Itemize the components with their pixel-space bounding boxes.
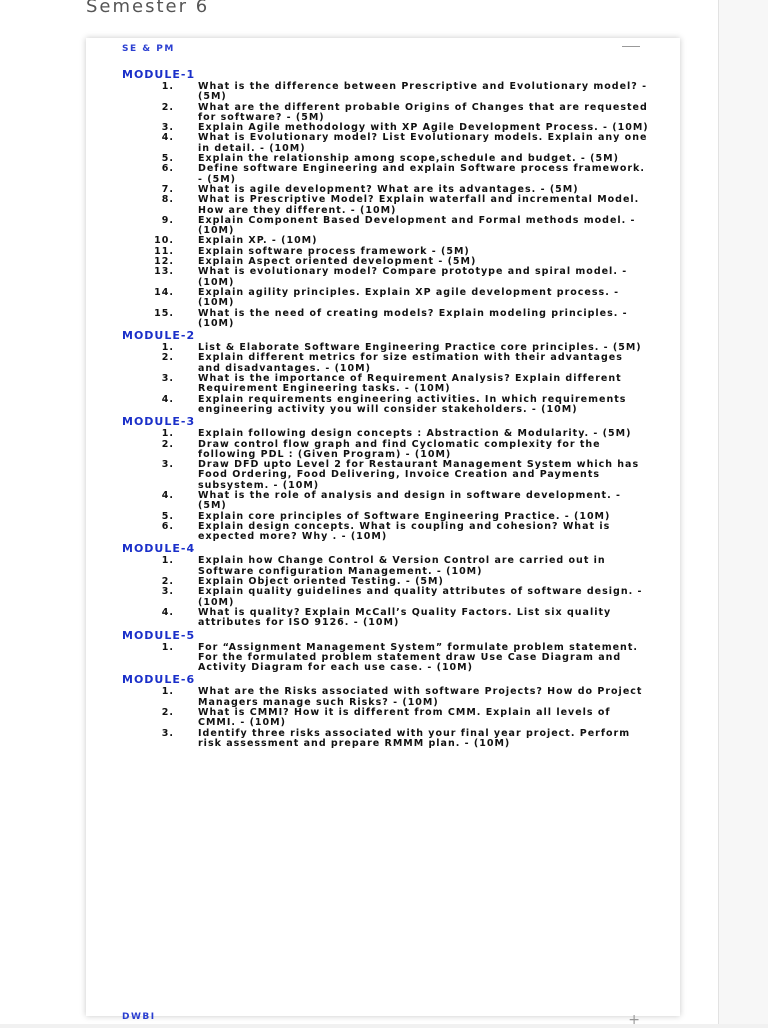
question-number: 5. — [161, 153, 174, 165]
question-item — [122, 460, 650, 491]
question-item — [122, 729, 650, 750]
question-text: Identify three risks associated with your final year project. Perform risk assessment and prepare RMMM plan. - (10M) — [198, 727, 631, 749]
question-text: What is CMMI? How it is different from CMM. Explain all levels of CMMI. - (10M) — [198, 707, 611, 729]
collapse-icon[interactable] — [622, 46, 640, 47]
next-subject-title[interactable]: DWBI — [122, 1012, 156, 1022]
question-number: 3. — [161, 122, 174, 134]
question-number: 12. — [154, 256, 174, 268]
question-text: Explain different metrics for size estimation with their advantages and disadvantages. - (10M) — [198, 352, 623, 374]
question-number: 1. — [161, 81, 174, 92]
question-number: 6. — [161, 163, 174, 175]
semester-title: Semester 6 — [86, 0, 210, 17]
module-question-list — [122, 429, 650, 542]
question-list — [122, 68, 650, 749]
question-number: 7. — [161, 183, 174, 195]
question-number: 1. — [161, 641, 174, 653]
question-number: 11. — [154, 245, 174, 257]
question-item — [122, 643, 650, 674]
question-text: What is the role of analysis and design in software development. - (5M) — [198, 489, 621, 512]
question-number: 2. — [161, 352, 174, 364]
subject-card — [86, 38, 680, 1028]
right-gutter — [719, 0, 768, 1024]
question-item — [122, 288, 650, 309]
question-text: Explain Aspect oriented development - (5M) — [198, 256, 477, 268]
question-item — [122, 164, 650, 185]
question-text: List & Elaborate Software Engineering Practice core principles. - (5M) — [198, 342, 642, 354]
subject-title[interactable]: SE & PM — [122, 44, 175, 54]
question-number: 2. — [161, 101, 174, 113]
question-number: 14. — [154, 286, 174, 298]
question-number: 1. — [161, 342, 174, 354]
question-text: Define software Engineering and explain Software process framework. - (5M) — [198, 163, 645, 185]
question-item — [122, 216, 650, 237]
question-text: Explain core principles of Software Engineering Practice. - (10M) — [198, 510, 611, 522]
question-item — [122, 687, 650, 708]
module-question-list — [122, 343, 650, 415]
question-number: 2. — [161, 576, 174, 588]
expand-icon[interactable]: + — [628, 1012, 640, 1028]
question-text: Explain Object oriented Testing. - (5M) — [198, 576, 444, 588]
module-heading: MODULE-3 — [122, 415, 196, 429]
question-number: 4. — [161, 132, 174, 144]
question-text: Explain software process framework - (5M) — [198, 245, 470, 257]
question-number: 1. — [161, 686, 174, 698]
question-text: What is agile development? What are its advantages. - (5M) — [198, 183, 579, 195]
question-text: Explain how Change Control & Version Control are carried out in Software configuration Management. - (10M) — [198, 555, 606, 577]
question-number: 5. — [161, 510, 174, 522]
question-item — [122, 133, 650, 154]
question-text: Explain following design concepts : Abstraction & Modularity. - (5M) — [198, 428, 632, 440]
question-text: Explain Component Based Development and Formal methods model. - (10M) — [198, 214, 636, 237]
question-text: Draw DFD upto Level 2 for Restaurant Management System which has Food Ordering, Food Delivering, Invoice Creation and Payments subsystem. - (10M) — [198, 459, 640, 491]
question-text: What is Evolutionary model? List Evolutionary models. Explain any one in detail. - (10M) — [198, 132, 648, 154]
question-item — [122, 556, 650, 577]
question-text: What is Prescriptive Model? Explain waterfall and incremental Model. How are they different. - (10M) — [198, 194, 640, 216]
question-item — [122, 103, 650, 124]
question-number: 4. — [161, 606, 174, 618]
module-heading: MODULE-1 — [122, 68, 196, 81]
question-item — [122, 522, 650, 543]
question-number: 4. — [161, 489, 174, 501]
question-item — [122, 608, 650, 629]
question-item — [122, 195, 650, 216]
module-heading: MODULE-4 — [122, 542, 196, 556]
question-number: 13. — [154, 266, 174, 278]
question-text: Explain quality guidelines and quality attributes of software design. - (10M) — [198, 586, 643, 608]
question-number: 10. — [154, 235, 174, 247]
question-number: 3. — [161, 727, 174, 739]
question-number: 2. — [161, 438, 174, 450]
question-number: 3. — [161, 459, 174, 471]
question-item — [122, 309, 650, 330]
question-number: 2. — [161, 707, 174, 719]
question-item — [122, 491, 650, 512]
question-item — [122, 587, 650, 608]
question-number: 9. — [161, 214, 174, 226]
question-item — [122, 82, 650, 103]
question-item — [122, 708, 650, 729]
question-text: What are the Risks associated with software Projects? How do Project Managers manage such Risks? - (10M) — [198, 686, 643, 708]
question-text: Explain agility principles. Explain XP agile development process. - (10M) — [198, 286, 620, 309]
question-number: 4. — [161, 393, 174, 405]
question-text: Explain design concepts. What is coupling and cohesion? What is expected more? Why . - (10M) — [198, 520, 611, 543]
question-text: Explain requirements engineering activities. In which requirements engineering activity you will consider stakeholders. - (10M) — [198, 393, 627, 415]
question-number: 8. — [161, 194, 174, 206]
question-number: 3. — [161, 586, 174, 598]
question-text: What are the different probable Origins of Changes that are requested for software? - (5M) — [198, 101, 648, 123]
question-item — [122, 267, 650, 288]
question-number: 6. — [161, 520, 174, 532]
module-question-list — [122, 556, 650, 628]
question-item — [122, 440, 650, 461]
question-text: Explain Agile methodology with XP Agile Development Process. - (10M) — [198, 122, 649, 134]
module-question-list — [122, 687, 650, 749]
question-number: 1. — [161, 428, 174, 440]
question-text: What is the importance of Requirement Analysis? Explain different Requirement Engineering tasks. - (10M) — [198, 373, 622, 395]
module-question-list — [122, 643, 650, 674]
module-heading: MODULE-2 — [122, 329, 196, 343]
question-item — [122, 374, 650, 395]
module-heading: MODULE-5 — [122, 628, 196, 642]
question-text: Explain the relationship among scope,schedule and budget. - (5M) — [198, 153, 619, 165]
question-text: What is quality? Explain McCall’s Quality Factors. List six quality attributes for ISO 9126. - (10M) — [198, 606, 612, 629]
question-text: Draw control flow graph and find Cyclomatic complexity for the following PDL : (Given Program) - (10M) — [198, 438, 601, 460]
question-text: What is the difference between Prescriptive and Evolutionary model? - (5M) — [198, 81, 648, 103]
question-item — [122, 353, 650, 374]
module-heading: MODULE-6 — [122, 673, 196, 687]
question-item — [122, 395, 650, 416]
question-number: 15. — [154, 307, 174, 319]
question-number: 3. — [161, 373, 174, 385]
question-text: For “Assignment Management System” formulate problem statement. For the formulated problem statement draw Use Case Diagram and Activity Diagram for each use case. - (10M) — [198, 641, 638, 674]
module-question-list — [122, 82, 650, 329]
question-text: What is evolutionary model? Compare prototype and spiral model. - (10M) — [198, 266, 628, 288]
question-text: Explain XP. - (10M) — [198, 235, 318, 247]
question-text: What is the need of creating models? Explain modeling principles. - (10M) — [198, 307, 628, 329]
question-number: 1. — [161, 555, 174, 567]
